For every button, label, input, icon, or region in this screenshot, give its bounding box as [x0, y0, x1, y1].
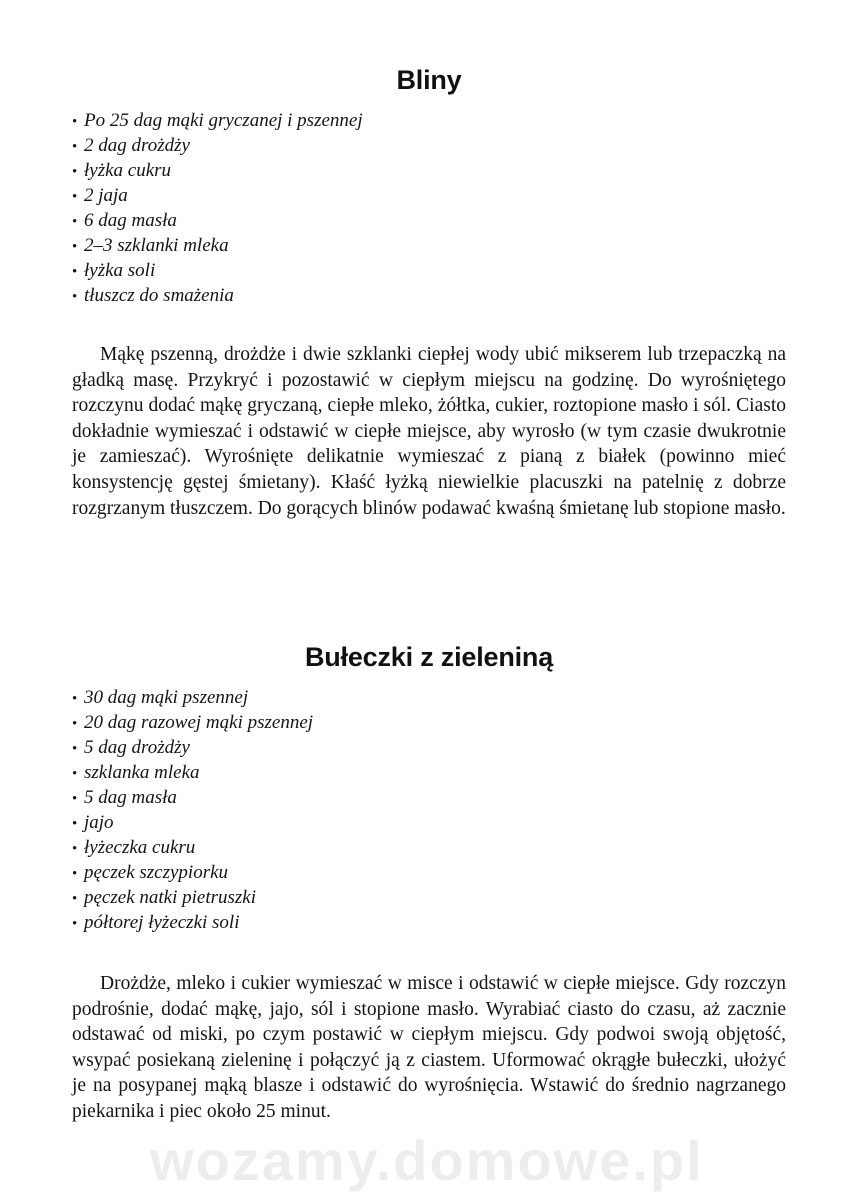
bullet-icon: • [72, 791, 78, 807]
ingredient-item [72, 158, 786, 183]
ingredient-item [72, 885, 786, 910]
ingredient-item [72, 133, 786, 158]
ingredient-text: 2–3 szklanki mleka [84, 235, 229, 256]
ingredient-item [72, 860, 786, 885]
ingredient-item [72, 108, 786, 133]
bullet-icon: • [72, 139, 78, 155]
ingredient-item [72, 835, 786, 860]
ingredient-text: 2 dag drożdży [84, 135, 190, 156]
bullet-icon: • [72, 239, 78, 255]
watermark: wozamy.domowe.pl [150, 1129, 704, 1192]
bullet-icon: • [72, 891, 78, 907]
ingredient-text: szklanka mleka [84, 762, 200, 783]
recipe-method: Drożdże, mleko i cukier wymieszać w misce i odstawić w ciepłe miejsce. Gdy rozczyn podrośnie, dodać mąkę, jajo, sól i stopione masło. Wyrabiać ciasto do czasu, aż zacznie odstawać od miski, po czym postawić w ciepłym miejscu. Gdy podwoi swoją objętość, wsypać posiekaną zieleninę i połączyć ją z ciastem. Uformować okrągłe bułeczki, ułożyć je na posypanej mąką blasze i odstawić do wyrośnięcia. Wstawić do średnio nagrzanego piekarnika i piec około 25 minut. [72, 973, 786, 1122]
bullet-icon: • [72, 716, 78, 732]
ingredient-item [72, 233, 786, 258]
bullet-icon: • [72, 766, 78, 782]
recipe-method: Mąkę pszenną, drożdże i dwie szklanki ciepłej wody ubić mikserem lub trzepaczką na gładką masę. Przykryć i pozostawić w ciepłym miejscu na godzinę. Do wyrośniętego rozczynu dodać mąkę gryczaną, ciepłe mleko, żółtka, cukier, roztopione masło i sól. Ciasto dokładnie wymieszać i odstawić w ciepłe miejsce, aby wyrosło (w tym czasie dwukrotnie je zamieszać). Wyrośnięte delikatnie wymieszać z pianą z białek (powinno mieć konsystencję gęstej śmietany). Kłaść łyżką niewielkie placuszki na patelnię z dobrze rozgrzanym tłuszczem. Do gorących blinów podawać kwaśną śmietanę lub stopione masło. [72, 344, 786, 519]
ingredient-text: jajo [84, 812, 114, 833]
ingredient-text: pęczek natki pietruszki [84, 887, 257, 908]
ingredient-text: półtorej łyżeczki soli [84, 912, 240, 933]
recipe-buleczki-z-zielenina [72, 637, 786, 1125]
ingredient-item [72, 208, 786, 233]
ingredient-item [72, 785, 786, 810]
bullet-icon: • [72, 866, 78, 882]
ingredient-text: 5 dag masła [84, 787, 177, 808]
bullet-icon: • [72, 691, 78, 707]
ingredient-text: 5 dag drożdży [84, 737, 190, 758]
ingredient-text: łyżka cukru [84, 160, 172, 181]
ingredient-item [72, 910, 786, 935]
ingredient-item [72, 283, 786, 308]
recipe-title: Bułeczki z zieleniną [304, 642, 554, 672]
ingredient-item [72, 685, 786, 710]
ingredient-text: 6 dag masła [84, 210, 177, 231]
bullet-icon: • [72, 816, 78, 832]
ingredient-text: 30 dag mąki pszennej [84, 687, 249, 708]
ingredient-list [72, 108, 786, 308]
ingredient-list [72, 685, 786, 935]
ingredient-text: Po 25 dag mąki gryczanej i pszennej [84, 110, 363, 131]
bullet-icon: • [72, 841, 78, 857]
ingredient-text: tłuszcz do smażenia [84, 285, 234, 306]
ingredient-item [72, 258, 786, 283]
ingredient-item [72, 810, 786, 835]
recipe-title: Bliny [396, 65, 462, 95]
ingredient-item [72, 710, 786, 735]
ingredient-item [72, 183, 786, 208]
bullet-icon: • [72, 164, 78, 180]
bullet-icon: • [72, 214, 78, 230]
bullet-icon: • [72, 264, 78, 280]
ingredient-text: 2 jaja [84, 185, 128, 206]
ingredient-text: 20 dag razowej mąki pszennej [84, 712, 314, 733]
ingredient-item [72, 735, 786, 760]
ingredient-item [72, 760, 786, 785]
recipe-bliny [72, 60, 786, 521]
bullet-icon: • [72, 114, 78, 130]
bullet-icon: • [72, 916, 78, 932]
ingredient-text: łyżeczka cukru [84, 837, 196, 858]
bullet-icon: • [72, 189, 78, 205]
ingredient-text: łyżka soli [84, 260, 156, 281]
bullet-icon: • [72, 741, 78, 757]
bullet-icon: • [72, 289, 78, 305]
ingredient-text: pęczek szczypiorku [84, 862, 229, 883]
